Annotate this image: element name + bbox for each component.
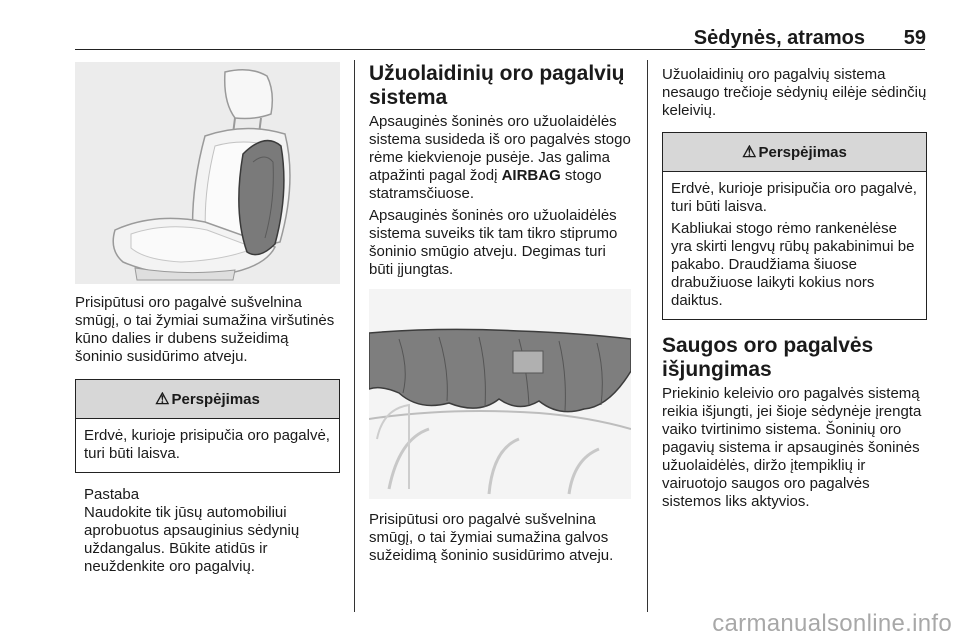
column-1 — [75, 62, 340, 576]
curtain-airbag-icon — [369, 289, 631, 499]
intro-paragraph: Užuolaidinių oro pagalvių sistema nesaugo trečioje sėdynių eilėje sėdinčių keleivių. — [662, 66, 927, 119]
header-title: Sėdynės, atramos — [693, 27, 865, 49]
image-caption-2: Prisipūtusi oro pagalvė sušvelnina smūgį, o tai žymiai sumažina galvos sužeidimą šoninio susidūrimo atveju. — [369, 511, 614, 564]
note-text: Naudokite tik jūsų automobiliui aprobuotus apsauginius sėdynių uždangalus. Būkite atidūs ir neuždenkite oro pagalvių. — [84, 504, 300, 575]
warning-triangle-icon: ⚠ — [155, 391, 170, 408]
warning-box-2 — [662, 132, 927, 320]
column-3 — [662, 66, 927, 511]
paragraph-curtain-1 — [369, 113, 631, 203]
header-rule — [75, 49, 925, 50]
deactivation-paragraph: Priekinio keleivio oro pagalvės sistemą reikia išjungti, jei šioje sėdynėje įrengta vaiko tvirtinimo sistema. Šoninių oro pagavių sistema ir apsauginės šoninės užuolaidėlės, diržo įtempiklių ir vairuotojo saugos oro pagalvės sistemos liks aktyvios. — [662, 385, 922, 510]
seat-airbag-illustration — [75, 62, 340, 284]
section-heading-airbag-deactivation: Saugos oro pagalvės išjungimas — [662, 334, 874, 381]
page-number: 59 — [903, 27, 926, 49]
warning-title: Perspėjimas — [171, 390, 260, 408]
column-divider-1 — [354, 60, 355, 612]
column-divider-2 — [647, 60, 648, 612]
watermark-text: carmanualsonline.info — [712, 610, 952, 637]
paragraph-curtain-2: Apsauginės šoninės oro užuolaidėlės sistema suveiks tik tam tikro stiprumo šoninio smūgio atveju. Degimas turi būti įjungtas. — [369, 207, 618, 278]
section-heading-curtain-airbag: Užuolaidinių oro pagalvių sistema — [369, 62, 625, 109]
warning-header — [76, 380, 339, 419]
airbag-label: AIRBAG — [501, 167, 561, 184]
warning-title-2: Perspėjimas — [758, 143, 847, 161]
paragraph-curtain-1-a: Apsauginės šoninės oro užuolaidėlės sistema susideda iš oro pagalvės stogo rėme kiekvienoje pusėje. Jas galima atpažinti pagal žodį — [369, 113, 631, 184]
image-caption-1: Prisipūtusi oro pagalvė sušvelnina smūgį, o tai žymiai sumažina viršutinės kūno dalies ir dubens sužeidimą šoninio susidūrimo atveju. — [75, 294, 335, 365]
warning-text: Erdvė, kurioje prisipučia oro pagalvė, turi būti laisva. — [84, 427, 330, 462]
warning-text-2b: Kabliukai stogo rėmo rankenėlėse yra skirti lengvų rūbų pakabinimui be pakabo. Draudžiama šiuose drabužiuose laikyti kokius nors daiktus. — [671, 220, 915, 309]
note-block — [75, 486, 340, 576]
warning-box-1 — [75, 379, 340, 473]
column-2 — [369, 62, 631, 565]
curtain-airbag-illustration — [369, 289, 631, 499]
warning-triangle-icon-2: ⚠ — [742, 144, 757, 161]
warning-header-2 — [663, 133, 926, 172]
warning-text-2a: Erdvė, kurioje prisipučia oro pagalvė, turi būti laisva. — [671, 180, 917, 215]
seat-airbag-icon — [75, 62, 340, 284]
note-title: Pastaba — [84, 486, 140, 503]
paragraph-curtain-1-b: stogo statramsčiuose. — [369, 167, 602, 202]
